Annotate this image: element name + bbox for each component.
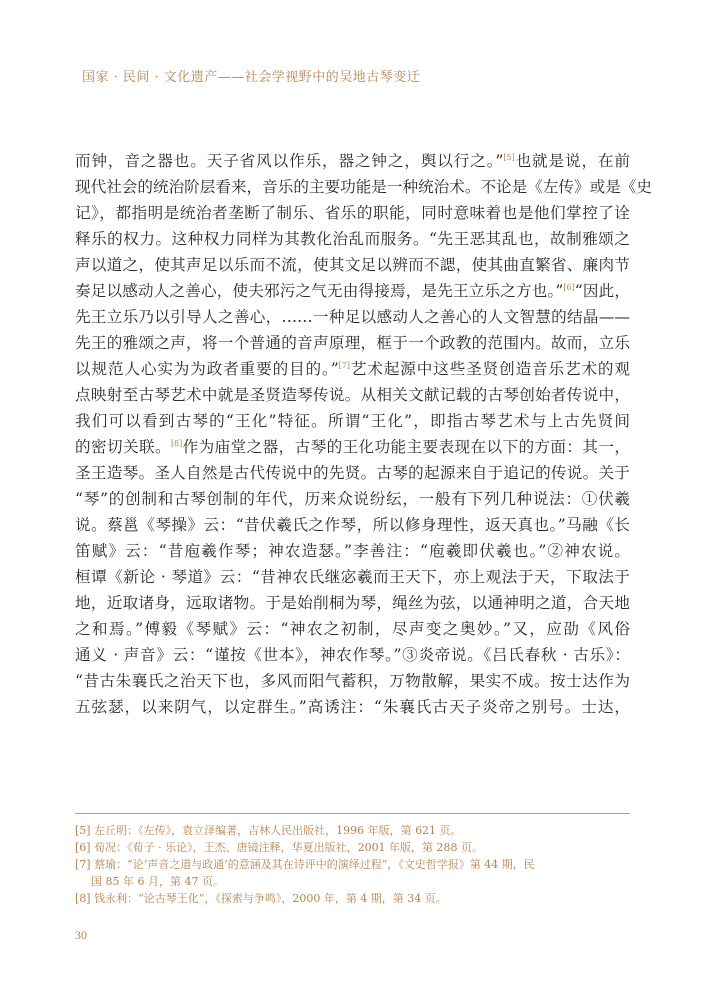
body-line: 点映射至古琴艺术中就是圣贤造琴传说。从相关文献记载的古琴创始者传说中， xyxy=(75,386,630,404)
body-line: 记》，都指明是统治者垄断了制乐、省乐的职能，同时意味着也是他们掌控了诠 xyxy=(75,204,630,222)
body-line: “昔古朱襄氏之治天下也，多风而阳气蓄积，万物散解，果实不成。按士达作为 xyxy=(75,672,630,690)
body-line: 奏足以感动人之善心，使夫邪污之气无由得接焉，是先王立乐之方也。”[6]“因此， xyxy=(75,282,630,300)
body-line: 地，近取诸身，远取诸物。于是始削桐为琴，绳丝为弦，以通神明之道，合天地 xyxy=(75,594,630,612)
footnote-7-continued: 国 85 年 6 月，第 47 页。 xyxy=(91,875,224,888)
body-line: 笛赋》云：“昔庖羲作琴；神农造瑟。”李善注：“庖羲即伏羲也。”②神农说。 xyxy=(75,542,630,560)
body-line: 桓谭《新论 · 琴道》云：“昔神农氏继宓羲而王天下，亦上观法于天，下取法于 xyxy=(75,568,630,586)
body-line: 先王立乐乃以引导人之善心，……一种足以感动人之善心的人文智慧的结晶—— xyxy=(75,308,630,326)
body-line: 通义 · 声音》云：“谨按《世本》，神农作琴。”③炎帝说。《吕氏春秋 · 古乐》： xyxy=(75,646,630,664)
footnote-8: [8] 钱永利：“论古琴王化”，《探索与争鸣》，2000 年，第 4 期，第 34 页。 xyxy=(75,892,447,905)
footnote-6: [6] 荀况：《荀子 · 乐论》，王杰、唐镜注释，华夏出版社，2001 年版，第 288 页。 xyxy=(75,841,484,854)
footnote-ref[interactable]: [7] xyxy=(338,360,351,370)
footnotes xyxy=(75,822,635,907)
body-line: 的密切关联。[8]作为庙堂之器，古琴的王化功能主要表现在以下的方面：其一， xyxy=(75,438,630,456)
footnote-5: [5] 左丘明：《左传》，袁立泽编著，吉林人民出版社，1996 年版，第 621 页。 xyxy=(75,824,462,837)
body-line: “琴”的创制和古琴创制的年代，历来众说纷纭，一般有下列几种说法：①伏羲 xyxy=(75,490,630,508)
footnote-7: [7] 蔡瑜：“论‘声音之道与政通’的意涵及其在诗评中的演绎过程”，《文史哲学报》第 44 期，民 xyxy=(75,858,535,871)
body-line: 声以道之，使其声足以乐而不流，使其文足以辨而不諰，使其曲直繁省、廉肉节 xyxy=(75,256,630,274)
body-line: 现代社会的统治阶层看来，音乐的主要功能是一种统治术。不论是《左传》或是《史 xyxy=(75,178,652,196)
footnote-ref[interactable]: [8] xyxy=(170,438,183,448)
body-line: 我们可以看到古琴的“王化”特征。所谓“王化”，即指古琴艺术与上古先贤间 xyxy=(75,412,630,430)
footnote-ref[interactable]: [5] xyxy=(503,152,515,162)
body-line: 释乐的权力。这种权力同样为其教化治乱而服务。“先王恶其乱也，故制雅颂之 xyxy=(75,230,630,248)
body-line: 圣王造琴。圣人自然是古代传说中的先贤。古琴的起源来自于追记的传说。关于 xyxy=(75,464,630,482)
footnote-divider xyxy=(75,813,630,814)
body-line: 之和焉。”傅毅《琴赋》云：“神农之初制，尽声变之奥妙。”又，应劭《风俗 xyxy=(75,620,630,638)
footnote-ref[interactable]: [6] xyxy=(563,282,575,292)
running-header: 国家 · 民间 · 文化遗产——社会学视野中的吴地古琴变迁 xyxy=(82,70,421,85)
body-line: 五弦瑟，以来阴气，以定群生。”高诱注：“朱襄氏古天子炎帝之别号。士达， xyxy=(75,698,630,716)
body-line: 先王的雅颂之声，将一个普通的音声原理，框于一个政教的范围内。故而，立乐 xyxy=(75,334,630,352)
body-text xyxy=(75,148,652,720)
body-line: 以规范人心实为为政者重要的目的。”[7]艺术起源中这些圣贤创造音乐艺术的观 xyxy=(75,360,630,378)
page-number: 30 xyxy=(75,928,87,942)
body-line: 说。蔡邕《琴操》云：“昔伏羲氏之作琴，所以修身理性，返天真也。”马融《长 xyxy=(75,516,630,534)
body-line: 而钟，音之器也。天子省风以作乐，器之钟之，舆以行之。”[5]也就是说，在前 xyxy=(75,152,630,170)
